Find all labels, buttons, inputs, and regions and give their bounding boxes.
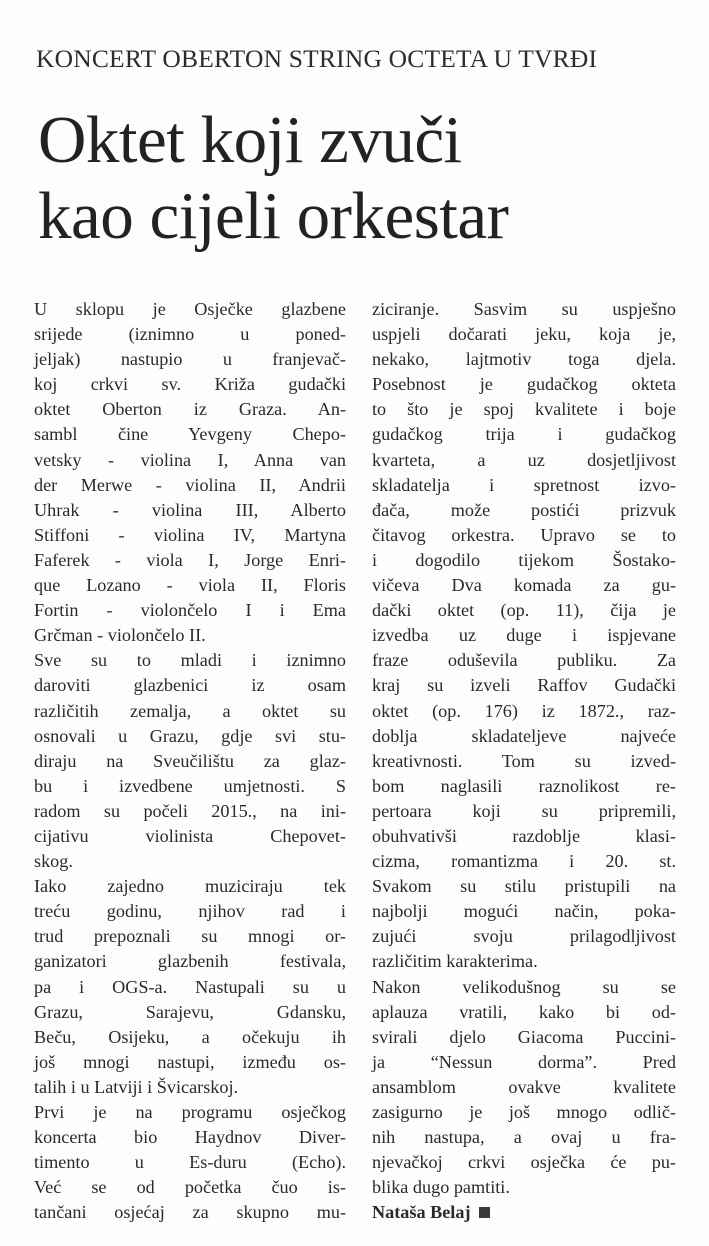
text-line: Sve su to mladi i iznimno [34, 650, 346, 671]
text-line: njevačkoj crkvi osječka će pu- [372, 1152, 676, 1173]
text-line: bom naglasili raznolikost re- [372, 775, 676, 796]
text-line: Već se od početka čuo is- [34, 1177, 346, 1198]
text-line: trud prepoznali su mnogi or- [34, 926, 346, 947]
text-line: gudačkog trija i gudačkog [372, 424, 676, 445]
text-line: svirali djelo Giacoma Puccini- [372, 1026, 676, 1047]
text-line: Stiffoni - violina IV, Martyna [34, 524, 346, 545]
text-line: i dogodilo tijekom Šostako- [372, 549, 676, 570]
article-column-right [372, 297, 676, 1225]
text-line: Grčman - violončelo II. [34, 625, 206, 646]
text-line: srijede (iznimno u poned- [34, 324, 346, 345]
text-line: U sklopu je Osječke glazbene [34, 299, 346, 319]
text-line: skog. [34, 851, 73, 872]
text-line: blika dugo pamtiti. [372, 1177, 510, 1198]
text-line: nih nastupa, a ovaj u fra- [372, 1127, 676, 1148]
text-line: tančani osjećaj za skupno mu- [34, 1202, 346, 1223]
text-line: skladatelja i spretnost izvo- [372, 474, 676, 495]
text-line: dački oktet (op. 11), čija je [372, 600, 676, 621]
text-line: que Lozano - viola II, Floris [34, 575, 346, 596]
text-line: fraze oduševila publiku. Za [372, 650, 676, 671]
text-line: Nakon velikodušnog su se [372, 976, 676, 997]
text-line: zujući svoju prilagodljivost [372, 926, 676, 947]
author-name: Nataša Belaj [372, 1202, 471, 1223]
text-line: čitavog orkestra. Upravo se to [372, 524, 676, 545]
text-line: osnovali u Grazu, gdje svi stu- [34, 725, 346, 746]
end-of-article-square-icon [479, 1207, 490, 1218]
text-line: treću godinu, njihov rad i [34, 901, 346, 922]
text-line: izvedba uz duge i ispjevane [372, 625, 676, 646]
text-line: ansamblom ovakve kvalitete [372, 1076, 676, 1097]
text-line: oktet (op. 176) iz 1872., raz- [372, 700, 676, 721]
text-line: koncerta bio Haydnov Diver- [34, 1127, 346, 1148]
text-line: der Merwe - violina II, Andrii [34, 474, 346, 495]
text-line: diraju na Sveučilištu za glaz- [34, 750, 346, 771]
text-line: aplauza vratili, kako bi od- [372, 1001, 676, 1022]
text-line: jeljak) nastupio u franjevač- [34, 349, 346, 370]
text-line: cijativu violinista Chepovet- [34, 825, 346, 846]
text-line: cizma, romantizma i 20. st. [372, 851, 676, 872]
text-line: uspjeli dočarati jeku, koja je, [372, 324, 676, 345]
text-line: pertoara koji su pripremili, [372, 800, 676, 821]
article-kicker: KONCERT OBERTON STRING OCTETA U TVRĐI [36, 44, 598, 73]
text-line: ganizatori glazbenih festivala, [34, 951, 346, 972]
text-line: vičeva Dva komada za gu- [372, 575, 676, 596]
text-line: daroviti glazbenici iz osam [34, 675, 346, 696]
text-line: obuhvativši razdoblje klasi- [372, 825, 676, 846]
text-line: Svakom su stilu pristupili na [372, 876, 676, 897]
text-line: Fortin - violončelo I i Ema [34, 600, 346, 621]
headline-line: kao cijeli orkestar [38, 179, 509, 253]
text-line: još mnogi nastupi, između os- [34, 1051, 346, 1072]
text-line: nekako, lajtmotiv toga djela. [372, 349, 676, 370]
headline-line: Oktet koji zvuči [38, 103, 462, 177]
text-line: bu i izvedbene umjetnosti. S [34, 775, 346, 796]
text-line: kvarteta, a uz dosjetljivost [372, 449, 676, 470]
text-line: radom su počeli 2015., na ini- [34, 800, 346, 821]
text-line: pa i OGS-a. Nastupali su u [34, 976, 346, 997]
text-line: talih i u Latviji i Švicarskoj. [34, 1076, 239, 1097]
text-line: sambl čine Yevgeny Chepo- [34, 424, 346, 445]
text-line: kreativnosti. Tom su izved- [372, 750, 676, 771]
text-line: doblja skladateljeve najveće [372, 725, 676, 746]
text-line: ziciranje. Sasvim su uspješno [372, 299, 676, 319]
text-line: koj crkvi sv. Križa gudački [34, 374, 346, 395]
text-line: đača, može postići prizvuk [372, 499, 676, 520]
text-line: zasigurno je još mnogo odlič- [372, 1102, 676, 1122]
text-line: Faferek - viola I, Jorge Enri- [34, 549, 346, 570]
text-line: to što je spoj kvalitete i boje [372, 399, 676, 420]
text-line: oktet Oberton iz Graza. An- [34, 399, 346, 420]
text-line: Beču, Osijeku, a očekuju ih [34, 1026, 346, 1047]
text-line: Posebnost je gudačkog okteta [372, 374, 676, 395]
text-line: ja “Nessun dorma”. Pred [372, 1051, 676, 1072]
article-column-left [34, 297, 346, 1225]
text-line: timento u Es-duru (Echo). [34, 1152, 346, 1173]
text-line: Uhrak - violina III, Alberto [34, 499, 346, 520]
text-line: različitim karakterima. [372, 951, 538, 972]
text-line: Grazu, Sarajevu, Gdansku, [34, 1001, 346, 1022]
text-line: Prvi je na programu osječkog [34, 1102, 346, 1122]
text-line: kraj su izveli Raffov Gudački [372, 675, 676, 696]
author-byline [372, 1200, 676, 1225]
text-line: najbolji mogući način, poka- [372, 901, 676, 922]
text-line: Iako zajedno muziciraju tek [34, 876, 346, 897]
article-headline [38, 102, 678, 254]
text-line: različitih zemalja, a oktet su [34, 700, 346, 721]
text-line: vetsky - violina I, Anna van [34, 449, 346, 470]
